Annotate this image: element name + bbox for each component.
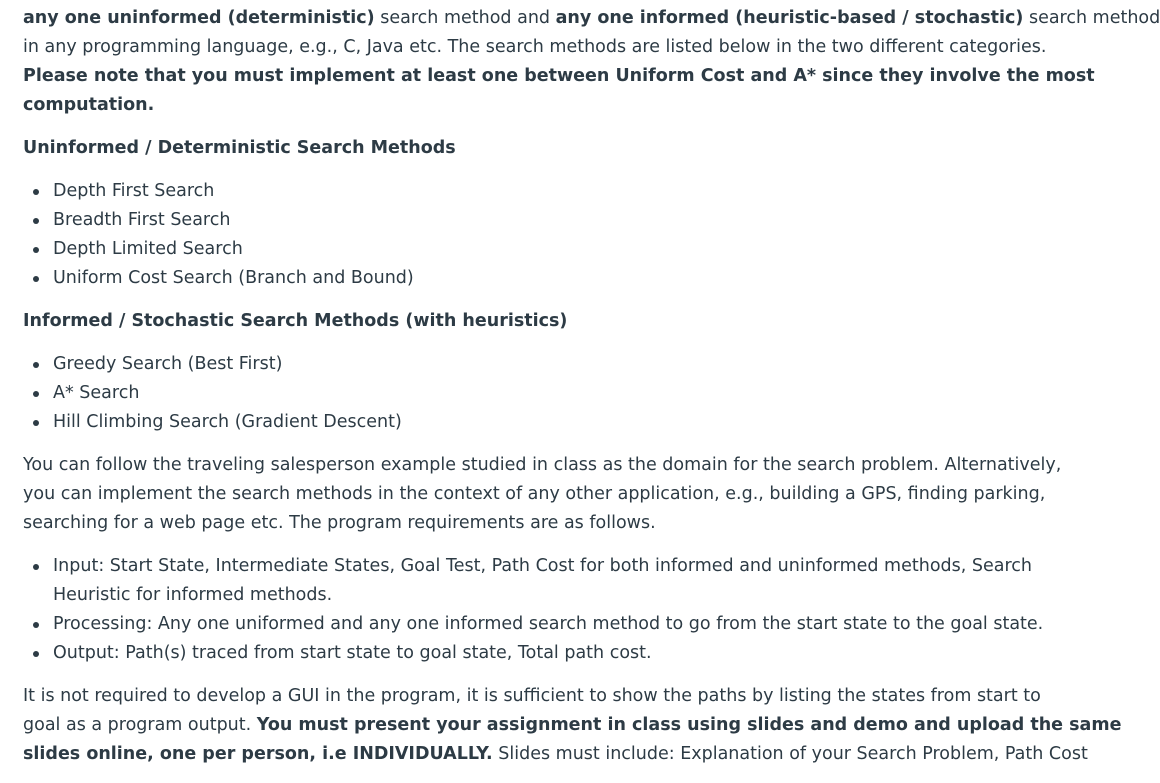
informed-list [23, 350, 1123, 437]
requirement-output: Output: Path(s) traced from start state to goal state, Total path cost. [23, 639, 1123, 668]
closing-line-1: It is not required to develop a GUI in the program, it is sufficient to show the paths by listing the states from start to [23, 686, 1041, 706]
uninformed-list [23, 177, 1123, 293]
requirements-list [23, 552, 1123, 668]
intro-bold-uninformed: any one uninformed (deterministic) [23, 8, 375, 28]
closing-bold-3: slides online, one per person, i.e INDIVIDUALLY. [23, 744, 493, 764]
closing-line-2 [23, 711, 1123, 740]
intro-text-1: search method and [374, 8, 556, 28]
domain-paragraph [23, 451, 1123, 538]
requirement-processing: Processing: Any one uniformed and any one informed search method to go from the start state to the goal state. [23, 610, 1123, 639]
requirement-input-line-1: Input: Start State, Intermediate States, Goal Test, Path Cost for both informed and uninformed methods, Search [53, 556, 1033, 576]
closing-text-3: Slides must include: Explanation of your Search Problem, Path Cost [492, 744, 1088, 764]
assignment-content [23, 4, 1160, 783]
closing-paragraph [23, 682, 1123, 769]
list-item: Greedy Search (Best First) [23, 350, 1123, 379]
list-item: Depth Limited Search [23, 235, 1123, 264]
intro-text-2: search method [1023, 8, 1160, 28]
closing-bold-2: You must present your assignment in class using slides and demo and upload the same [256, 715, 1122, 735]
informed-heading: Informed / Stochastic Search Methods (with heuristics) [23, 311, 568, 331]
list-item: A* Search [23, 379, 1123, 408]
intro-note-bold-2: computation. [23, 95, 155, 115]
intro-note-line-2 [23, 91, 1123, 120]
closing-line-3 [23, 740, 1123, 769]
requirement-input [23, 552, 1123, 610]
list-item: Depth First Search [23, 177, 1123, 206]
domain-line-1: You can follow the traveling salesperson example studied in class as the domain for the search problem. Alternatively, [23, 455, 1062, 475]
intro-bold-informed: any one informed (heuristic-based / stochastic) [555, 8, 1024, 28]
uninformed-heading: Uninformed / Deterministic Search Methods [23, 138, 456, 158]
domain-line-2: you can implement the search methods in the context of any other application, e.g., building a GPS, finding parking, [23, 484, 1046, 504]
requirement-input-line-2: Heuristic for informed methods. [53, 585, 333, 605]
list-item: Hill Climbing Search (Gradient Descent) [23, 408, 1123, 437]
intro-note-line-1 [23, 62, 1123, 91]
intro-line-2: in any programming language, e.g., C, Java etc. The search methods are listed below in the two different categories. [23, 37, 1047, 57]
list-item: Breadth First Search [23, 206, 1123, 235]
list-item: Uniform Cost Search (Branch and Bound) [23, 264, 1123, 293]
closing-text-2: goal as a program output. [23, 715, 257, 735]
intro-line-1 [23, 4, 1160, 33]
domain-line-3: searching for a web page etc. The program requirements are as follows. [23, 513, 656, 533]
intro-note-bold-1: Please note that you must implement at least one between Uniform Cost and A* since they involve the most [23, 66, 1095, 86]
intro-paragraph [23, 4, 1160, 120]
